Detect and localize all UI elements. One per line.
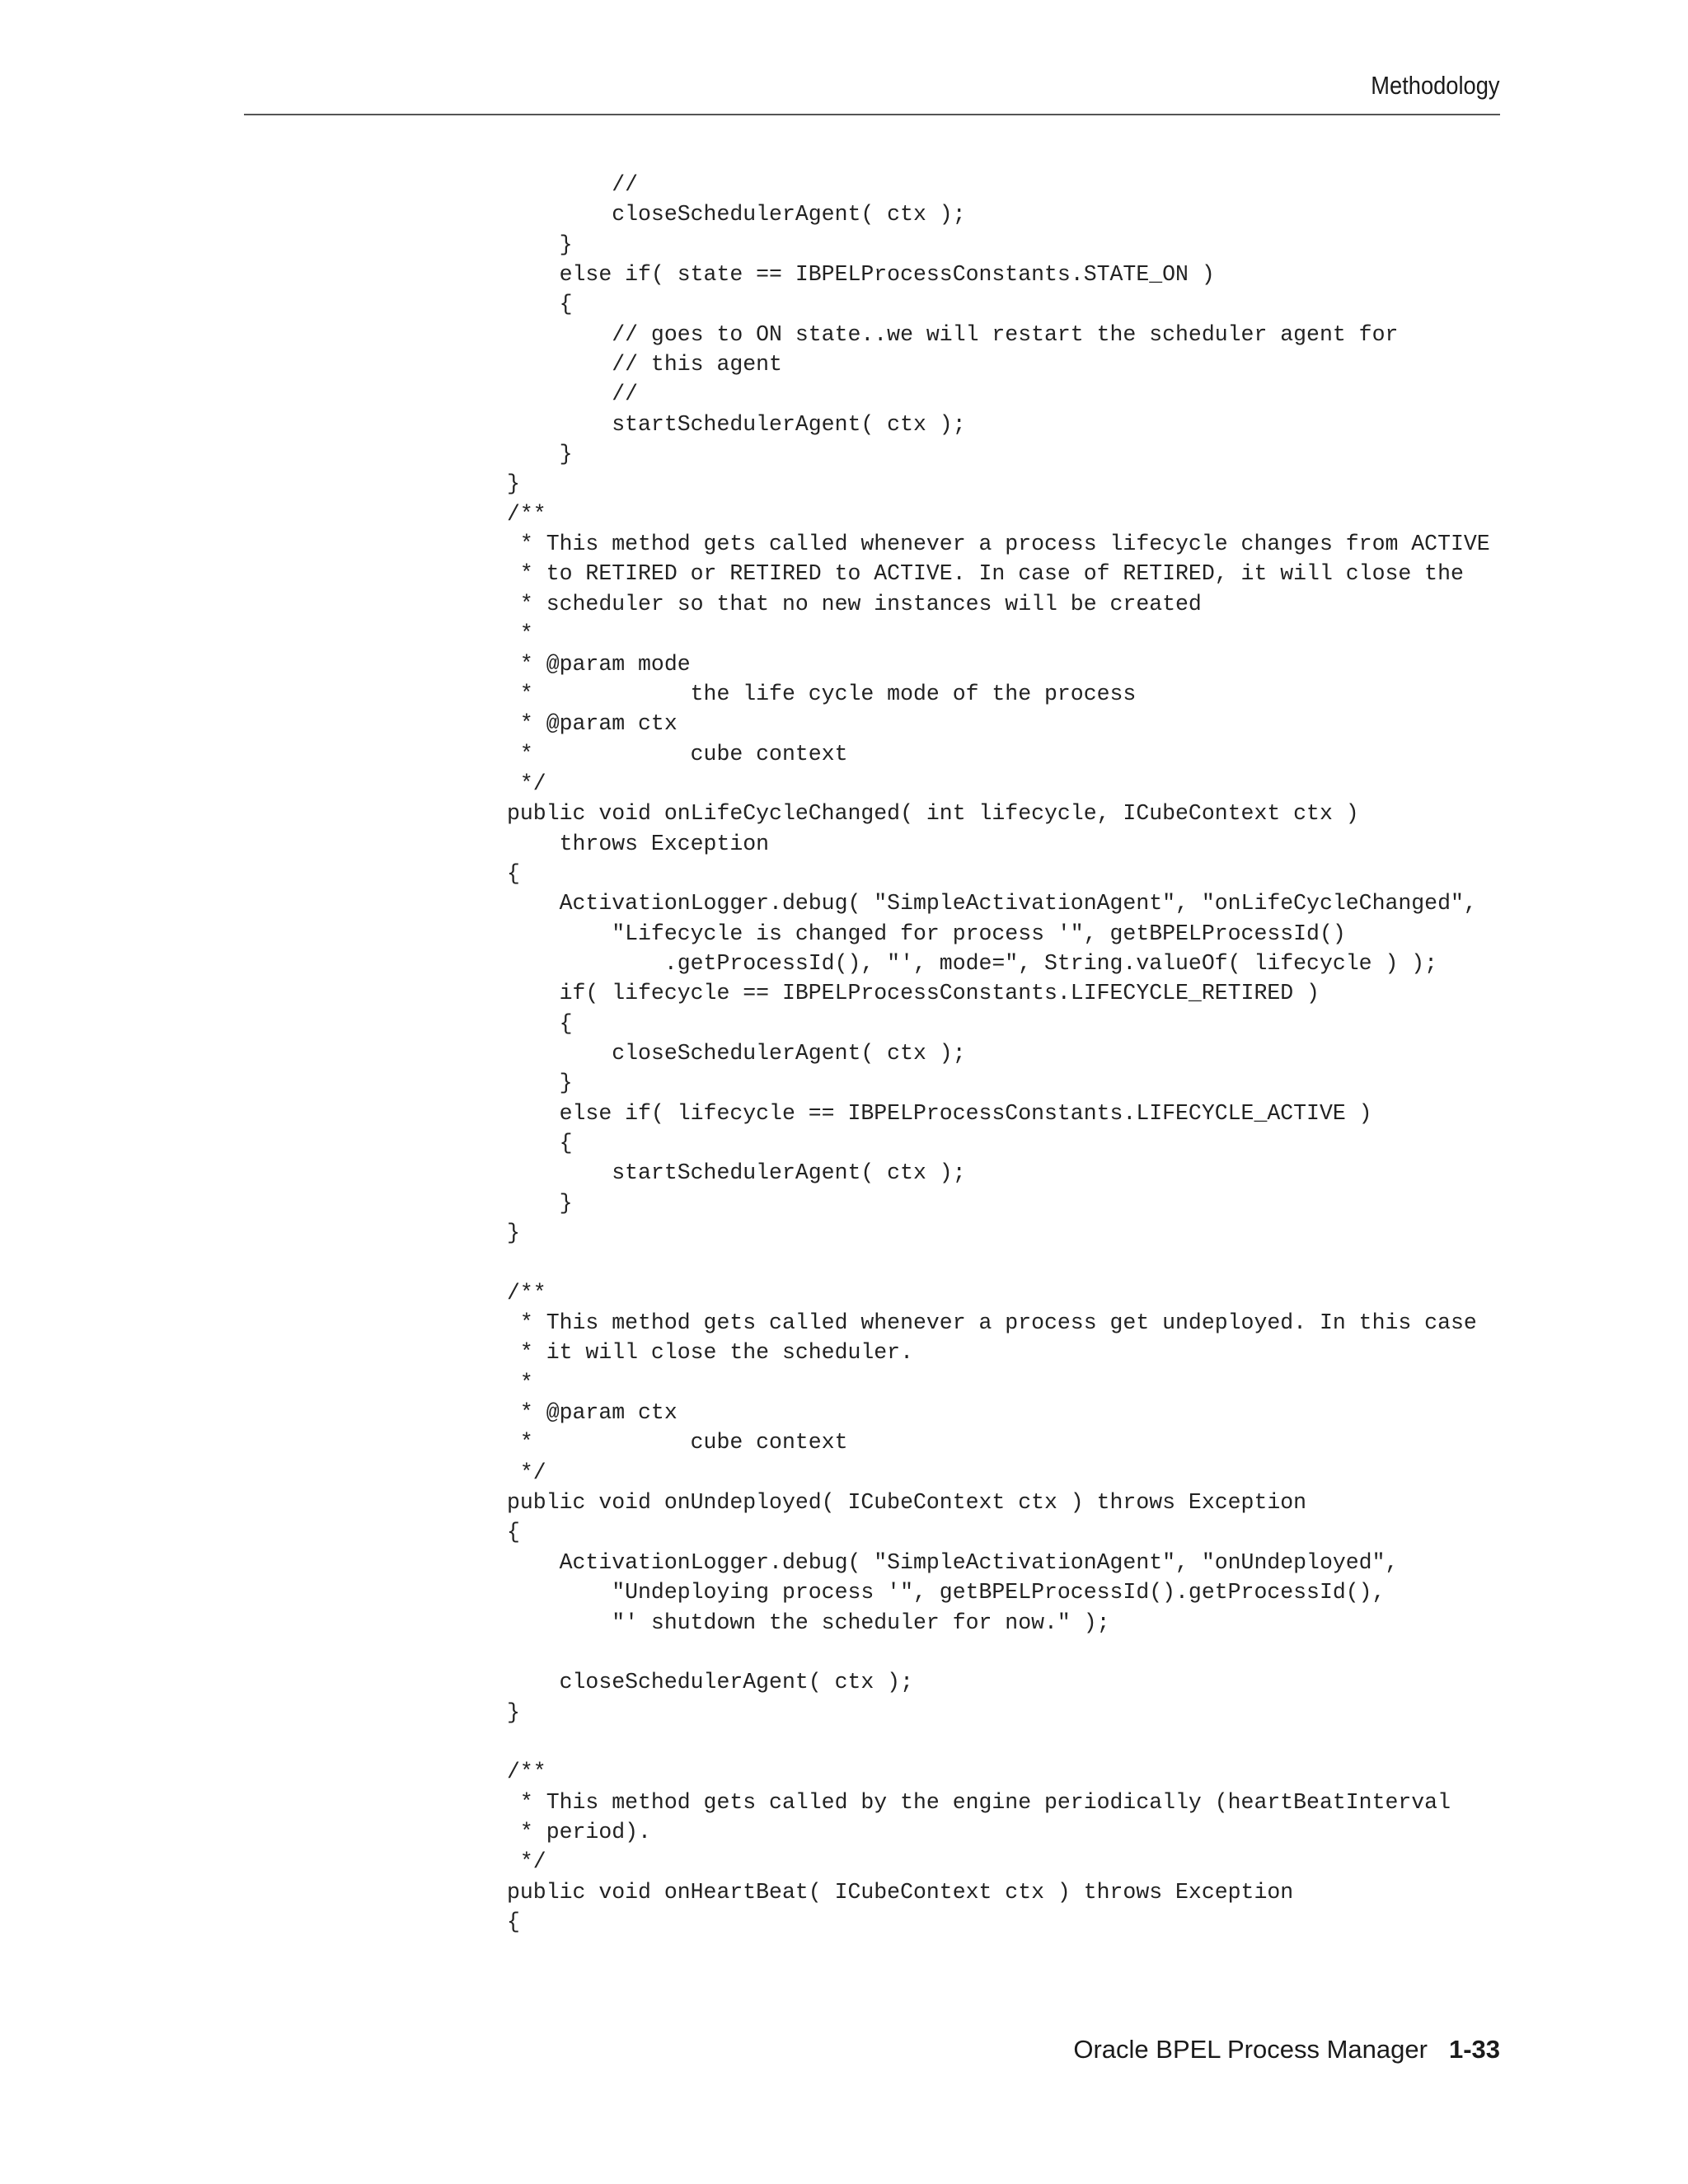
code-line: /** xyxy=(507,1280,546,1305)
page-footer xyxy=(1073,2035,1500,2064)
code-line: } xyxy=(507,1699,520,1725)
code-line: * @param ctx xyxy=(507,1400,678,1426)
code-line: * @param mode xyxy=(507,651,691,677)
footer-book-title: Oracle BPEL Process Manager xyxy=(1073,2035,1428,2064)
code-line: * xyxy=(507,1370,533,1395)
code-line: startSchedulerAgent( ctx ); xyxy=(507,1160,966,1186)
code-line: { xyxy=(507,292,573,317)
code-line: * scheduler so that no new instances will be created xyxy=(507,591,1202,616)
code-line: * it will close the scheduler. xyxy=(507,1340,913,1366)
code-line: * period). xyxy=(507,1819,651,1844)
code-line: */ xyxy=(507,1460,546,1485)
code-line: * cube context xyxy=(507,741,848,766)
code-line: */ xyxy=(507,1849,546,1875)
code-line: * cube context xyxy=(507,1430,848,1455)
code-line: closeSchedulerAgent( ctx ); xyxy=(507,1670,913,1695)
code-line: { xyxy=(507,860,520,886)
footer-page-number: 1-33 xyxy=(1448,2035,1500,2064)
code-line: } xyxy=(507,232,573,257)
code-line: startSchedulerAgent( ctx ); xyxy=(507,411,966,437)
code-line: * This method gets called whenever a process get undeployed. In this case xyxy=(507,1310,1477,1336)
code-line: .getProcessId(), "', mode=", String.valueOf( lifecycle ) ); xyxy=(507,950,1438,976)
code-line: * @param ctx xyxy=(507,711,678,737)
code-line: // xyxy=(507,172,639,197)
code-line: else if( state == IBPELProcessConstants.STATE_ON ) xyxy=(507,262,1215,288)
code-line: } xyxy=(507,1190,573,1216)
code-line: * This method gets called by the engine periodically (heartBeatInterval xyxy=(507,1789,1451,1815)
code-line: closeSchedulerAgent( ctx ); xyxy=(507,1040,966,1066)
code-line: * xyxy=(507,621,533,647)
code-line: * the life cycle mode of the process xyxy=(507,681,1137,706)
code-line xyxy=(507,1248,1490,1277)
code-line: "Lifecycle is changed for process '", getBPELProcessId() xyxy=(507,921,1346,946)
code-line: } xyxy=(507,442,573,467)
code-line: // xyxy=(507,382,639,407)
code-line: /** xyxy=(507,1760,546,1785)
code-line: { xyxy=(507,1909,520,1934)
code-line: else if( lifecycle == IBPELProcessConstants.LIFECYCLE_ACTIVE ) xyxy=(507,1100,1372,1126)
code-line: */ xyxy=(507,771,546,796)
code-line: "Undeploying process '", getBPELProcessId().getProcessId(), xyxy=(507,1580,1386,1605)
code-line: * to RETIRED or RETIRED to ACTIVE. In case of RETIRED, it will close the xyxy=(507,561,1464,587)
code-line: "' shutdown the scheduler for now." ); xyxy=(507,1610,1110,1635)
code-line xyxy=(507,1638,1490,1667)
code-line: ActivationLogger.debug( "SimpleActivationAgent", "onLifeCycleChanged", xyxy=(507,891,1477,916)
code-line: ActivationLogger.debug( "SimpleActivationAgent", "onUndeployed", xyxy=(507,1549,1399,1575)
code-line: // goes to ON state..we will restart the scheduler agent for xyxy=(507,321,1399,347)
code-line: { xyxy=(507,1131,573,1155)
code-line: public void onLifeCycleChanged( int lifecycle, ICubeContext ctx ) xyxy=(507,801,1359,827)
code-line: public void onUndeployed( ICubeContext ctx ) throws Exception xyxy=(507,1490,1307,1516)
code-line: { xyxy=(507,1010,573,1036)
code-line: /** xyxy=(507,501,546,527)
code-line: if( lifecycle == IBPELProcessConstants.LIFECYCLE_RETIRED ) xyxy=(507,981,1320,1006)
header-divider xyxy=(244,114,1500,115)
code-line: } xyxy=(507,1071,573,1096)
running-header-section-title: Methodology xyxy=(1371,71,1500,100)
code-line: public void onHeartBeat( ICubeContext ctx ) throws Exception xyxy=(507,1879,1294,1905)
code-line: throws Exception xyxy=(507,831,770,856)
code-line: { xyxy=(507,1520,520,1545)
code-line: * This method gets called whenever a process lifecycle changes from ACTIVE xyxy=(507,532,1490,557)
code-line xyxy=(507,1727,1490,1757)
code-listing xyxy=(507,170,1490,1937)
code-line: } xyxy=(507,1221,520,1246)
code-line: } xyxy=(507,471,520,497)
code-line: closeSchedulerAgent( ctx ); xyxy=(507,202,966,227)
code-line: // this agent xyxy=(507,352,782,377)
